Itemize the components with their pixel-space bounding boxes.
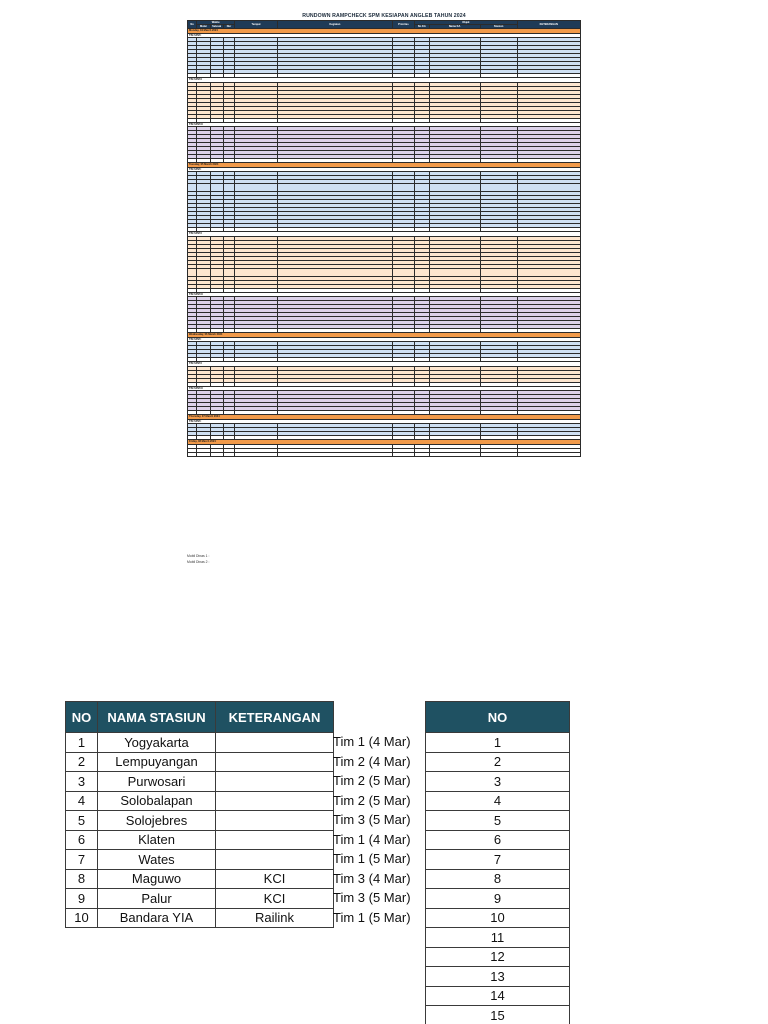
rundown-cell [415,268,429,276]
number-cell: 4 [426,791,570,811]
note-mobil-1: Mobil Dinas 1 : [187,554,210,558]
station-header-keterangan: KETERANGAN [216,702,334,733]
col-nama-ka: Nama KA [429,25,480,29]
tim-assignment-list [333,732,411,927]
station-keterangan [216,850,334,870]
station-row [66,733,334,753]
station-name: Bandara YIA [98,908,216,928]
col-mulai: Mulai [197,25,210,29]
station-table [65,701,334,928]
tim-label: Tim 3 (4 Mar) [333,870,411,886]
tim-label: Tim 3 (5 Mar) [333,890,411,905]
station-header-no: NO [66,702,98,733]
rundown-cell [188,184,197,192]
col-objek: Objek [415,21,517,25]
rundown-cell [480,268,517,276]
number-cell: 15 [426,1006,570,1024]
number-cell: 1 [426,733,570,753]
rundown-cell [392,268,415,276]
station-no: 6 [66,830,98,850]
rundown-cell [197,268,210,276]
tim-heading-label: TIM SPM III [188,122,581,127]
rundown-table [187,20,581,457]
tim-heading-label: TIM SPM I [188,337,581,342]
rundown-cell [415,452,429,456]
col-waktu: Waktu [197,21,235,25]
station-row [66,772,334,792]
rundown-cell [235,268,278,276]
station-keterangan [216,830,334,850]
station-no: 10 [66,908,98,928]
station-row [66,811,334,831]
station-name: Solobalapan [98,791,216,811]
tim-heading-label: TIM SPM III [188,386,581,391]
rundown-body [188,29,581,457]
number-cell: 12 [426,947,570,967]
station-no: 7 [66,850,98,870]
rundown-cell [188,268,197,276]
station-row [66,752,334,772]
station-name: Klaten [98,830,216,850]
station-keterangan [216,811,334,831]
rundown-cell [223,452,234,456]
rundown-cell [235,184,278,192]
station-keterangan: KCI [216,869,334,889]
rundown-cell [223,184,234,192]
tim-label: Tim 2 (5 Mar) [333,773,411,788]
tim-label: Tim 1 (4 Mar) [333,831,411,847]
station-name: Lempuyangan [98,752,216,772]
station-keterangan: Railink [216,908,334,928]
number-table [425,701,570,1024]
col-no-ka: No KA [415,25,429,29]
rundown-title: RUNDOWN RAMPCHECK SPM KESIAPAN ANGLEB TAHUN 2024 [302,13,466,19]
rundown-cell [415,184,429,192]
station-no: 4 [66,791,98,811]
tim-heading-label: TIM SPM II [188,78,581,83]
station-header-nama: NAMA STASIUN [98,702,216,733]
station-keterangan [216,752,334,772]
rundown-cell [517,184,580,192]
col-kegiatan: Kegiatan [278,21,393,29]
tim-label: Tim 2 (4 Mar) [333,753,411,769]
tim-heading-label: TIM SPM I [188,33,581,38]
day-heading-label: Friday, 08 March 2024 [188,440,581,445]
station-row [66,869,334,889]
station-name: Maguwo [98,869,216,889]
station-row [66,908,334,928]
rundown-sheet [187,12,581,457]
rundown-row [188,268,581,276]
rundown-cell [278,268,393,276]
tim-label: Tim 3 (5 Mar) [333,812,411,827]
station-keterangan [216,791,334,811]
rundown-cell [188,452,197,456]
tim-label: Tim 1 (4 Mar) [333,734,411,749]
note-mobil-2: Mobil Dinas 2 : [187,560,210,564]
station-keterangan: KCI [216,889,334,909]
col-tempat: Tempat [235,21,278,29]
station-no: 3 [66,772,98,792]
station-name: Palur [98,889,216,909]
rundown-cell [392,184,415,192]
rundown-cell [210,268,223,276]
tim-label: Tim 2 (5 Mar) [333,792,411,808]
tim-heading-label: TIM SPM II [188,362,581,367]
tim-heading-label: TIM SPM III [188,292,581,297]
number-cell: 8 [426,869,570,889]
station-keterangan [216,733,334,753]
station-no: 8 [66,869,98,889]
rundown-cell [197,452,210,456]
station-row [66,850,334,870]
day-heading-label: Wednesday, 06 March 2024 [188,333,581,338]
rundown-cell [235,452,278,456]
number-cell: 13 [426,967,570,987]
rundown-cell [197,184,210,192]
col-no: No [188,21,197,29]
rundown-row [188,452,581,456]
rundown-cell [517,268,580,276]
day-heading-label: Thursday, 07 March 2024 [188,415,581,420]
number-cell: 6 [426,830,570,850]
col-stasiun: Stasiun [480,25,517,29]
rundown-row [188,184,581,192]
number-cell: 3 [426,772,570,792]
day-heading-label: Tuesday, 05 March 2024 [188,163,581,168]
rundown-cell [429,184,480,192]
station-name: Solojebres [98,811,216,831]
number-cell: 10 [426,908,570,928]
station-name: Wates [98,850,216,870]
tim-heading-label: TIM SPM II [188,232,581,237]
number-cell: 7 [426,850,570,870]
rundown-cell [517,452,580,456]
notes [187,553,209,565]
station-row [66,830,334,850]
number-cell: 2 [426,752,570,772]
rundown-cell [429,268,480,276]
station-row [66,889,334,909]
tim-heading-label: TIM SPM I [188,167,581,172]
rundown-cell [278,452,393,456]
station-name: Purwosari [98,772,216,792]
station-no: 5 [66,811,98,831]
rundown-cell [210,452,223,456]
number-cell: 5 [426,811,570,831]
tim-label: Tim 1 (5 Mar) [333,909,411,925]
rundown-cell [429,452,480,456]
rundown-cell [392,452,415,456]
col-dur: Dur [223,25,234,29]
station-row [66,791,334,811]
station-no: 2 [66,752,98,772]
station-no: 9 [66,889,98,909]
number-cell: 14 [426,986,570,1006]
tim-heading-label: TIM SPM I [188,419,581,424]
col-keterangan: KETERANGAN [517,21,580,29]
station-no: 1 [66,733,98,753]
rundown-cell [480,184,517,192]
rundown-cell [210,184,223,192]
number-cell: 11 [426,928,570,948]
col-selesai: Selesai [210,25,223,29]
col-prioritas: Prioritas [392,21,415,29]
day-heading-label: Monday, 04 March 2024 [188,29,581,34]
station-name: Yogyakarta [98,733,216,753]
rundown-cell [480,452,517,456]
tim-label: Tim 1 (5 Mar) [333,851,411,866]
rundown-cell [223,268,234,276]
rundown-cell [278,184,393,192]
station-keterangan [216,772,334,792]
number-table-header: NO [426,702,570,733]
number-cell: 9 [426,889,570,909]
